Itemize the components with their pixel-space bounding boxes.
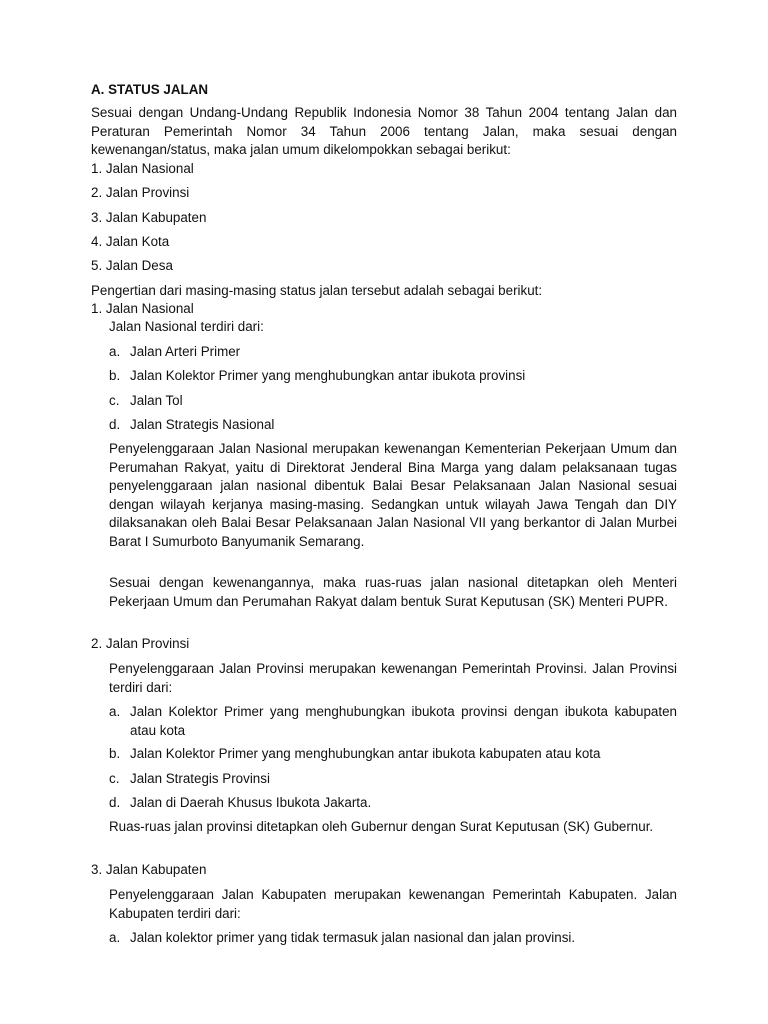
list-marker: c. <box>109 771 120 786</box>
status-list-item: 4. Jalan Kota <box>91 234 170 249</box>
provinsi-paragraph-2: Ruas-ruas jalan provinsi ditetapkan oleh Gubernur dengan Surat Keputusan (SK) Gubernur. <box>109 819 654 834</box>
kabupaten-paragraph-1: Penyelenggaraan Jalan Kabupaten merupakan kewenangan Pemerintah Kabupaten. Jalan Kabupaten terdiri dari: <box>109 887 677 921</box>
nasional-title: 1. Jalan Nasional <box>91 301 194 316</box>
kabupaten-title: 3. Jalan Kabupaten <box>91 862 207 877</box>
provinsi-item: Jalan di Daerah Khusus Ibukota Jakarta. <box>130 795 372 810</box>
provinsi-title: 2. Jalan Provinsi <box>91 636 190 651</box>
list-marker: b. <box>109 368 121 383</box>
nasional-paragraph-2: Sesuai dengan kewenangannya, maka ruas-ruas jalan nasional ditetapkan oleh Menteri Pekerjaan Umum dan Perumahan Rakyat dalam bentuk Surat Keputusan (SK) Menteri PUPR. <box>109 575 677 609</box>
provinsi-paragraph-1: Penyelenggaraan Jalan Provinsi merupakan kewenangan Pemerintah Provinsi. Jalan Provinsi terdiri dari: <box>109 661 677 695</box>
provinsi-item: Jalan Kolektor Primer yang menghubungkan antar ibukota kabupaten atau kota <box>130 746 601 761</box>
list-marker: a. <box>109 930 121 945</box>
status-list-item: 1. Jalan Nasional <box>91 161 194 176</box>
nasional-item: Jalan Strategis Nasional <box>130 417 275 432</box>
kabupaten-item: Jalan kolektor primer yang tidak termasuk jalan nasional dan jalan provinsi. <box>130 930 576 945</box>
nasional-paragraph-1: Penyelenggaraan Jalan Nasional merupakan kewenangan Kementerian Pekerjaan Umum dan Perumahan Rakyat, yaitu di Direktorat Jenderal Bina Marga yang dalam pelaksanaan tugas penyelenggaraan jalan nasional dibentuk Balai Besar Pelaksanaan Jalan Nasional sesuai dengan wilayah kerjanya masing-masing. Sedangkan untuk wilayah Jawa Tengah dan DIY dilaksanakan oleh Balai Besar Pelaksanaan Jalan Nasional VII yang berkantor di Jalan Murbei Barat I Sumurboto Banyumanik Semarang. <box>109 441 677 549</box>
list-marker: c. <box>109 393 120 408</box>
list-marker: a. <box>109 704 121 719</box>
definitions-intro: Pengertian dari masing-masing status jalan tersebut adalah sebagai berikut: <box>91 283 543 298</box>
nasional-item: Jalan Tol <box>130 393 183 408</box>
list-marker: a. <box>109 344 121 359</box>
nasional-consists: Jalan Nasional terdiri dari: <box>109 319 264 334</box>
list-marker: b. <box>109 746 121 761</box>
status-list-item: 3. Jalan Kabupaten <box>91 210 207 225</box>
provinsi-item: Jalan Strategis Provinsi <box>130 771 270 786</box>
section-heading: A. STATUS JALAN <box>91 82 209 97</box>
nasional-item: Jalan Kolektor Primer yang menghubungkan antar ibukota provinsi <box>130 368 526 383</box>
list-marker: d. <box>109 795 121 810</box>
intro-paragraph: Sesuai dengan Undang-Undang Republik Indonesia Nomor 38 Tahun 2004 tentang Jalan dan Peraturan Pemerintah Nomor 34 Tahun 2006 tentang Jalan, maka sesuai dengan kewenangan/status, maka jalan umum dikelompokkan sebagai berikut: <box>91 105 677 157</box>
list-marker: d. <box>109 417 121 432</box>
nasional-item: Jalan Arteri Primer <box>130 344 241 359</box>
provinsi-item: Jalan Kolektor Primer yang menghubungkan ibukota provinsi dengan ibukota kabupaten atau kota <box>130 704 677 738</box>
status-list-item: 5. Jalan Desa <box>91 258 173 273</box>
status-list-item: 2. Jalan Provinsi <box>91 185 190 200</box>
